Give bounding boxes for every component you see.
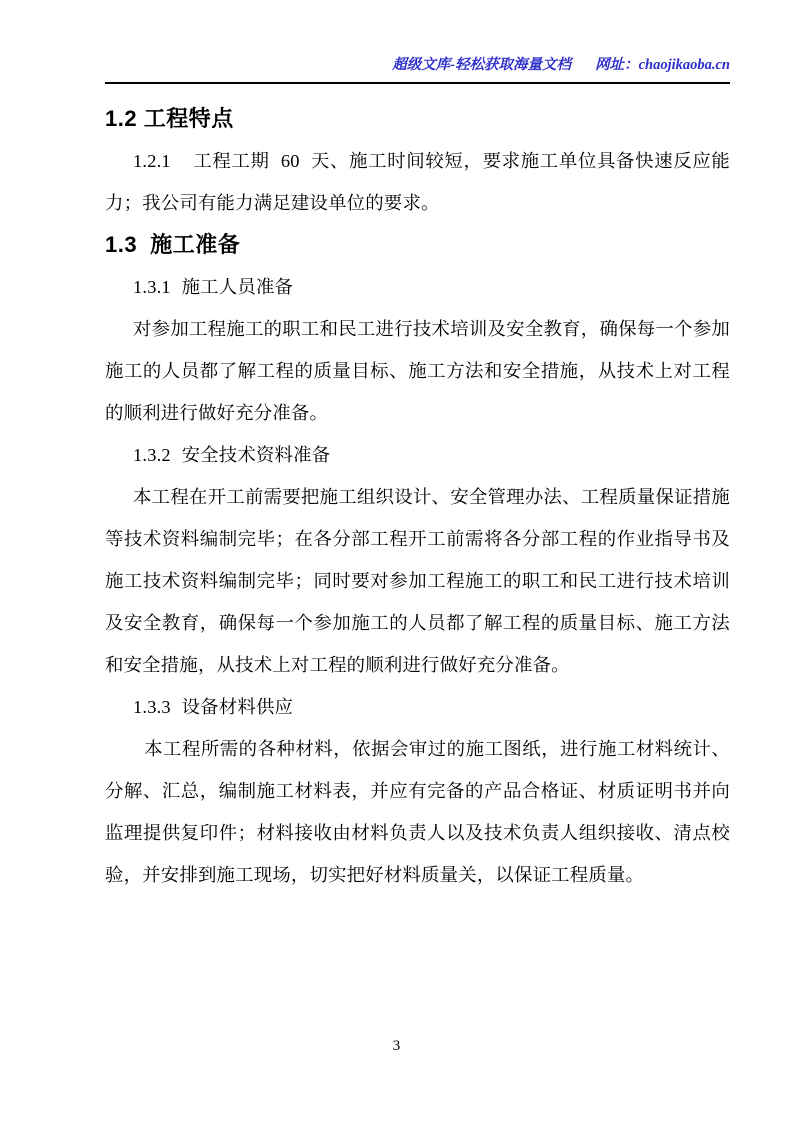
page-number: 3 (392, 1038, 401, 1054)
subheading-1-3-3: 1.3.3 设备材料供应 (133, 697, 294, 717)
page-header (105, 0, 730, 84)
header-site-label: 网址： (595, 57, 639, 73)
subheading-1-3-1: 1.3.1 施工人员准备 (133, 277, 294, 297)
header-brand-text: 超级文库-轻松获取海量文档 (392, 57, 572, 73)
heading-1-2: 1.2 工程特点 (105, 106, 234, 131)
para-1-3-1: 对参加工程施工的职工和民工进行技术培训及安全教育，确保每一个参加施工的人员都了解工程的质量目标、施工方法和安全措施，从技术上对工程的顺利进行做好充分准备。 (105, 319, 730, 423)
subheading-1-3-2: 1.3.2 安全技术资料准备 (133, 445, 331, 465)
para-1-2-1: 1.2.1 工程工期 60 天、施工时间较短，要求施工单位具备快速反应能力；我公司有能力满足建设单位的要求。 (105, 151, 730, 213)
heading-1-3: 1.3 施工准备 (105, 232, 241, 257)
header-site-url: chaojikaoba.cn (638, 57, 730, 73)
para-1-3-2: 本工程在开工前需要把施工组织设计、安全管理办法、工程质量保证措施等技术资料编制完毕；在各分部工程开工前需将各分部工程的作业指导书及施工技术资料编制完毕；同时要对参加工程施工的职工和民工进行技术培训及安全教育，确保每一个参加施工的人员都了解工程的质量目标、施工方法和安全措施，从技术上对工程的顺利进行做好充分准备。 (105, 487, 730, 675)
document-body (105, 84, 730, 896)
para-1-3-3: 本工程所需的各种材料，依据会审过的施工图纸，进行施工材料统计、分解、汇总，编制施工材料表，并应有完备的产品合格证、材质证明书并向监理提供复印件；材料接收由材料负责人以及技术负责人组织接收、清点校验，并安排到施工现场，切实把好材料质量关，以保证工程质量。 (105, 739, 730, 885)
